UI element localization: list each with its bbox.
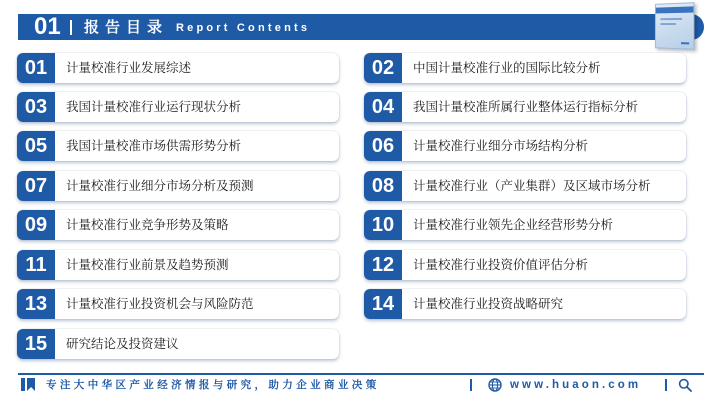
footer-slogan: 专注大中华区产业经济情报与研究，助力企业商业决策 [46, 379, 380, 391]
item-number: 03 [17, 92, 55, 122]
item-label: 我国计量校准市场供需形势分析 [66, 138, 242, 153]
item-number: 02 [364, 53, 402, 83]
item-label: 计量校准行业（产业集群）及区域市场分析 [413, 178, 651, 193]
contents-item[interactable] [17, 92, 339, 122]
item-number: 15 [17, 329, 55, 359]
contents-item[interactable] [17, 131, 339, 161]
contents-item[interactable] [17, 289, 339, 319]
item-number: 11 [17, 250, 55, 280]
item-number: 12 [364, 250, 402, 280]
contents-item[interactable] [17, 329, 339, 359]
section-number: 01 [34, 13, 61, 40]
footer-separator [470, 379, 472, 391]
item-number: 10 [364, 210, 402, 240]
page-title: 报告目录 [84, 18, 169, 36]
search-icon[interactable] [678, 378, 692, 392]
item-number: 09 [17, 210, 55, 240]
item-label: 计量校准行业发展综述 [66, 60, 192, 75]
item-label: 研究结论及投资建议 [66, 336, 179, 351]
item-label: 计量校准行业领先企业经营形势分析 [413, 217, 614, 232]
contents-item[interactable] [17, 210, 339, 240]
contents-item[interactable] [364, 53, 686, 83]
contents-item[interactable] [17, 171, 339, 201]
item-label: 计量校准行业投资战略研究 [413, 296, 564, 311]
item-number: 13 [17, 289, 55, 319]
footer-divider [18, 373, 704, 375]
contents-item[interactable] [364, 250, 686, 280]
item-number: 06 [364, 131, 402, 161]
item-label: 中国计量校准行业的国际比较分析 [413, 60, 601, 75]
item-label: 计量校准行业前景及趋势预测 [66, 257, 229, 272]
bookmark-icon [20, 377, 36, 392]
contents-item[interactable] [17, 250, 339, 280]
item-label: 计量校准行业细分市场结构分析 [413, 138, 589, 153]
report-cover-image [655, 2, 697, 52]
item-number: 01 [17, 53, 55, 83]
header-divider [70, 20, 72, 35]
item-label: 计量校准行业投资价值评估分析 [413, 257, 589, 272]
website-link[interactable]: www.huaon.com [510, 379, 642, 391]
item-label: 计量校准行业竞争形势及策略 [66, 217, 229, 232]
item-number: 14 [364, 289, 402, 319]
item-number: 08 [364, 171, 402, 201]
item-label: 计量校准行业投资机会与风险防范 [66, 296, 254, 311]
item-number: 07 [17, 171, 55, 201]
item-label: 我国计量校准所属行业整体运行指标分析 [413, 99, 639, 114]
item-number: 05 [17, 131, 55, 161]
contents-item[interactable] [364, 289, 686, 319]
page-subtitle: Report Contents [176, 22, 311, 34]
contents-item[interactable] [364, 92, 686, 122]
item-label: 我国计量校准行业运行现状分析 [66, 99, 242, 114]
contents-item[interactable] [17, 53, 339, 83]
item-number: 04 [364, 92, 402, 122]
contents-item[interactable] [364, 210, 686, 240]
item-label: 计量校准行业细分市场分析及预测 [66, 178, 254, 193]
footer-separator [665, 379, 667, 391]
contents-item[interactable] [364, 171, 686, 201]
globe-icon [488, 378, 502, 392]
contents-item[interactable] [364, 131, 686, 161]
